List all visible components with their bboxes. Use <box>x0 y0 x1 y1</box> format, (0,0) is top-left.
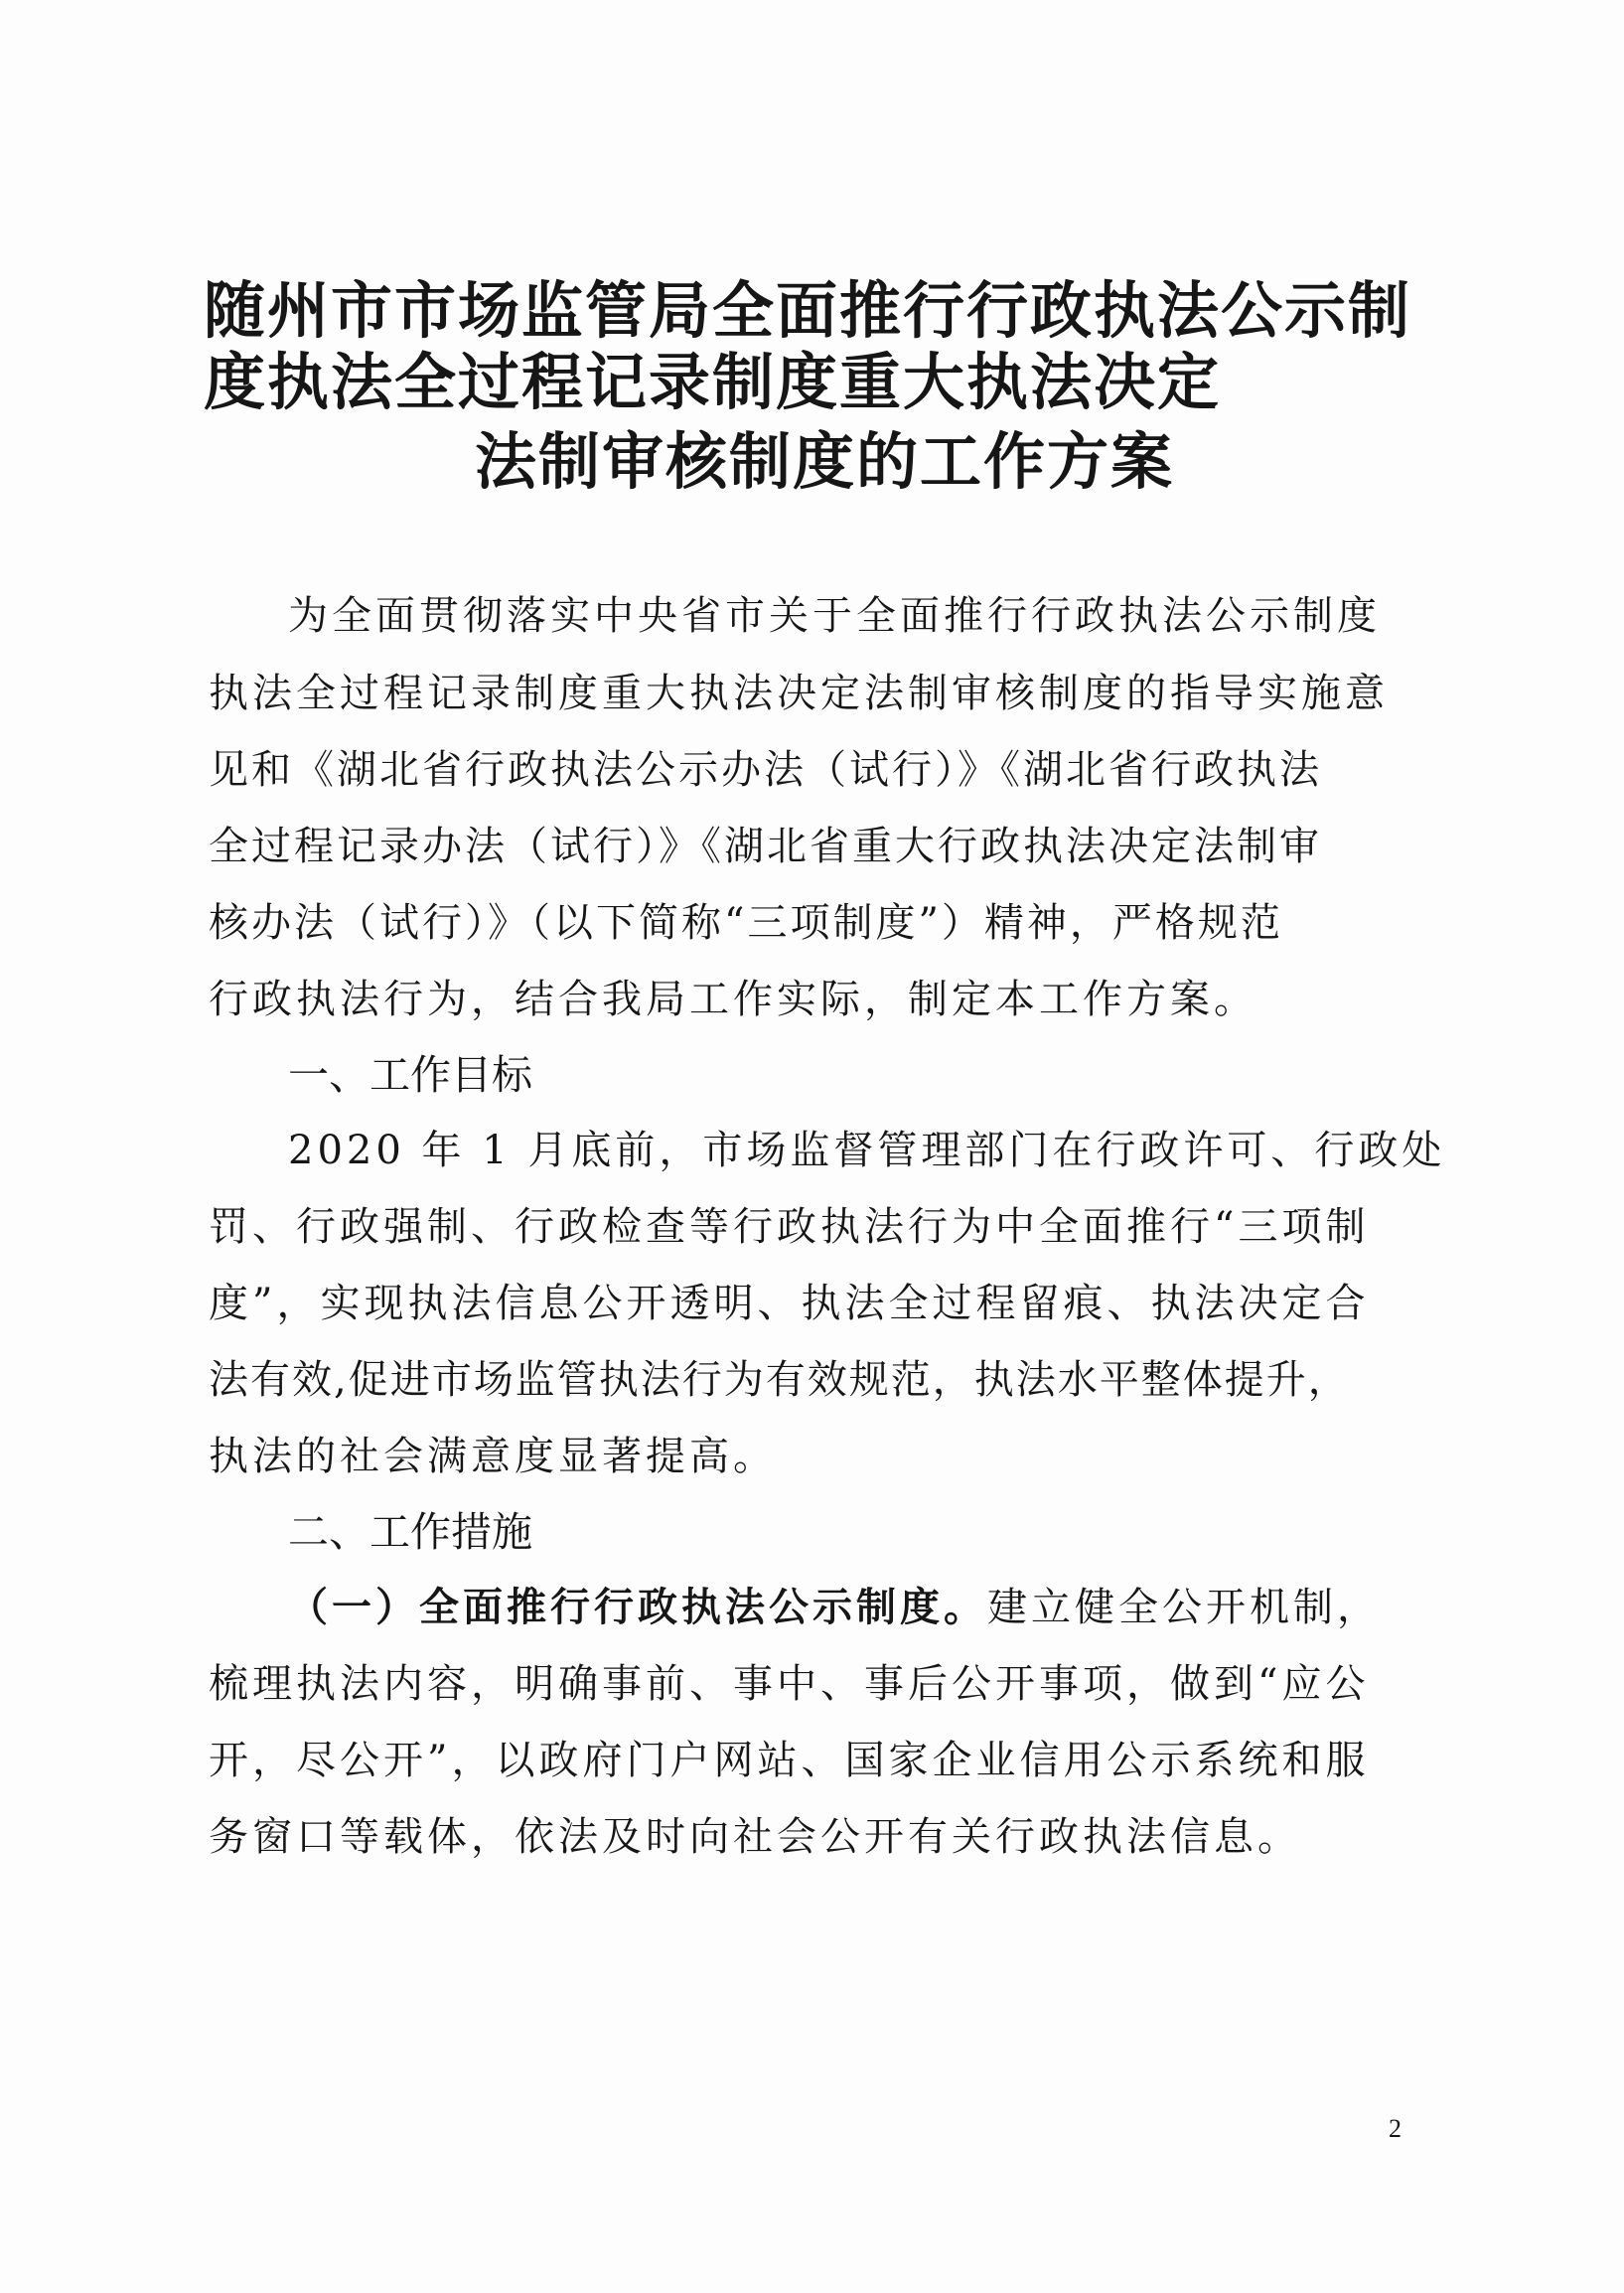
intro-line-2: 执法全过程记录制度重大执法决定法制审核制度的指导实施意 <box>209 671 1389 716</box>
intro-line-4: 全过程记录办法（试行）》《湖北省重大行政执法决定法制审 <box>209 824 1322 869</box>
measure-one-heading: （一）全面推行行政执法公示制度。 <box>288 1584 987 1630</box>
goals-line-2: 罚、行政强制、行政检查等行政执法行为中全面推行“三项制 <box>209 1204 1370 1250</box>
goals-line-1: 2020 年 1 月底前，市场监督管理部门在行政许可、行政处 <box>288 1128 1446 1173</box>
document-title-line-1: 随州市市场监管局全面推行行政执法公示制 <box>204 274 1412 347</box>
intro-line-3: 见和《湖北省行政执法公示办法（试行）》《湖北省行政执法 <box>209 747 1322 793</box>
goals-line-3: 度”，实现执法信息公开透明、执法全过程留痕、执法决定合 <box>209 1281 1370 1326</box>
measures-line-1 <box>288 1578 1480 1637</box>
goals-line-4: 法有效,促进市场监管执法行为有效规范，执法水平整体提升， <box>209 1357 1350 1403</box>
intro-line-1: 为全面贯彻落实中央省市关于全面推行行政执法公示制度 <box>288 593 1381 639</box>
page-number: 2 <box>1389 2114 1402 2143</box>
intro-line-6: 行政执法行为，结合我局工作实际，制定本工作方案。 <box>209 977 1257 1022</box>
goals-line-5: 执法的社会满意度显著提高。 <box>209 1434 777 1479</box>
measures-line-3: 开，尽公开”，以政府门户网站、国家企业信用公示系统和服 <box>209 1738 1370 1783</box>
section-heading-measures: 二、工作措施 <box>288 1508 532 1556</box>
intro-line-5: 核办法（试行）》（以下简称“三项制度”）精神，严格规范 <box>209 900 1283 946</box>
document-title-line-3: 法制审核制度的工作方案 <box>475 425 1175 498</box>
measure-one-text: 建立健全公开机制， <box>987 1585 1381 1630</box>
measures-line-4: 务窗口等载体，依法及时向社会公开有关行政执法信息。 <box>209 1814 1301 1860</box>
section-heading-goals: 一、工作目标 <box>288 1051 532 1099</box>
document-title-line-2: 度执法全过程记录制度重大执法决定 <box>204 346 1222 418</box>
measures-line-2: 梳理执法内容，明确事前、事中、事后公开事项，做到“应公 <box>209 1661 1370 1707</box>
